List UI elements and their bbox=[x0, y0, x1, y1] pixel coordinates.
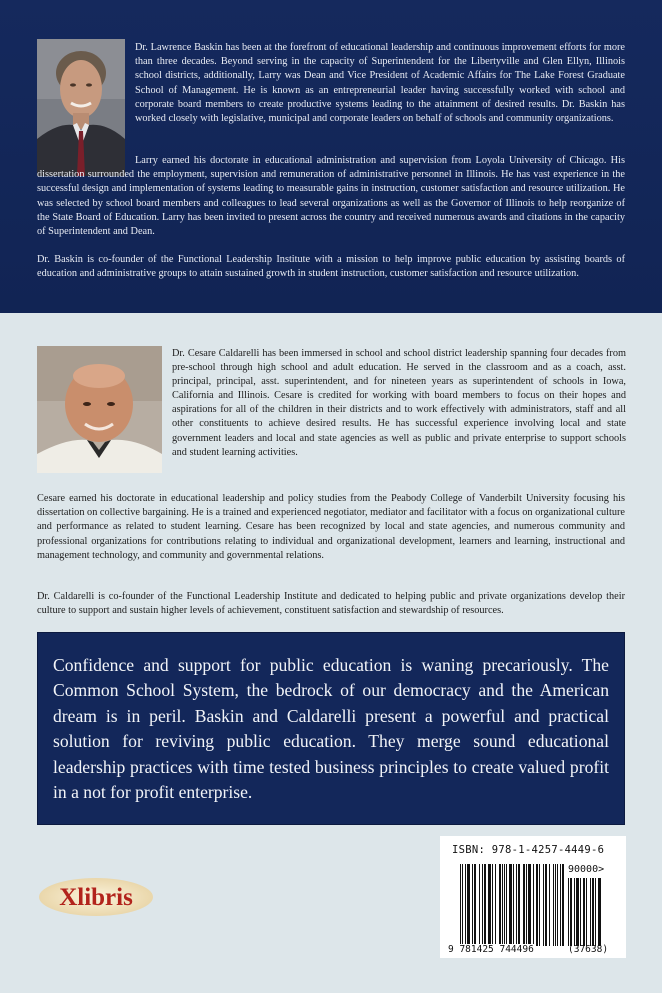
caldarelli-bio-paragraph-1: Dr. Cesare Caldarelli has been immersed in school and school district leadership spanning four decades from pre-school through high school and adult education. He served in the classroom and as a coach, asst. principal, principal, asst. superintendent, and for nineteen years as superintendent of schools in Iowa, California and Illinois. Cesare is credited for working with board members to focus on their hopes and aspirations for all of the children in their districts and to work effectively with administrators, staff and all other constituents to achieve desired results. He has successful experience involving local and state government leaders and local and state agencies as well as public and private enterprise to support schools and student learning activities. bbox=[172, 348, 626, 458]
barcode-bar bbox=[467, 864, 470, 946]
book-blurb-text: Confidence and support for public education is waning precariously. The Common School System, the bedrock of our democracy and the American dream is in peril. Baskin and Caldarelli present a powerful and practical solution for reviving public education. They merge sound educational leadership practices with time tested business principles to create valued profit in a not for profit enterprise. bbox=[53, 655, 609, 803]
barcode-bar bbox=[504, 864, 505, 946]
barcode-bar bbox=[570, 878, 572, 946]
baskin-bio-paragraph-2-text: Larry earned his doctorate in educational administration and supervision from Loyola University of Chicago. His dissertation surrounded the employment, supervision and remuneration of administrative personnel in Illinois. He has vast experience in the successful design and implementation of systems leading to measurable gains in instruction, customer satisfaction and resource utilization. He was selected by school board members and colleagues to lead several organizations as well as the Governor of Illinois to help reorganize of the State Board of Education. Larry has been invited to present across the country and received numerous awards and citations in the capacity of Superintendent and Dean. bbox=[37, 155, 625, 238]
book-blurb-box bbox=[37, 632, 625, 825]
barcode-bar bbox=[495, 864, 496, 946]
barcode-bar bbox=[479, 864, 480, 946]
barcode-bar bbox=[472, 864, 473, 946]
baskin-bio-paragraph-2 bbox=[37, 154, 625, 239]
xlibris-logo bbox=[37, 876, 155, 918]
addon-barcode-bars bbox=[568, 878, 614, 946]
baskin-bio-paragraph-1: Dr. Lawrence Baskin has been at the forefront of educational leadership and continuous improvement efforts for more than three decades. Beyond serving in the capacity of Superintendent for the Libertyville and Glen Ellyn, Illinois school districts, additionally, Larry was Dean and Vice President of Academic Affairs for The Lake Forest Graduate School of Management. He is known as an entrepreneurial leader having successfully worked with school and corporate board members to create productive systems leading to the attainment of desired results. Dr. Baskin has worked closely with legislative, municipal and corporate leaders on behalf of schools and community organizations. bbox=[135, 42, 625, 125]
barcode-bar bbox=[492, 864, 493, 946]
barcode-bar bbox=[465, 864, 466, 946]
barcode-addon-number: 90000> bbox=[568, 864, 605, 875]
barcode-bar bbox=[549, 864, 550, 946]
svg-text:Xlibris: Xlibris bbox=[59, 884, 133, 911]
barcode-bar bbox=[574, 878, 575, 946]
barcode-bar bbox=[580, 878, 581, 946]
caldarelli-bio-paragraph-3: Dr. Caldarelli is co-founder of the Functional Leadership Institute and dedicated to helping public and private organizations develop their culture to support and sustain higher levels of achievement, constituent satisfaction and stewardship of resources. bbox=[37, 591, 625, 617]
barcode-bar bbox=[518, 864, 520, 946]
barcode-bar bbox=[598, 878, 601, 946]
barcode-bar bbox=[545, 864, 547, 946]
barcode-bar bbox=[583, 878, 585, 946]
barcode-bar bbox=[513, 864, 514, 946]
barcode-bar bbox=[462, 864, 463, 946]
isbn-barcode bbox=[440, 836, 626, 958]
baskin-bio-paragraph-3: Dr. Baskin is co-founder of the Functional Leadership Institute with a mission to help improve public education by assisting boards of education and administrative groups to attain sustained growth in student instruction, customer satisfaction and resource utilization. bbox=[37, 254, 625, 280]
isbn-number: ISBN: 978-1-4257-4449-6 bbox=[452, 844, 605, 856]
barcode-bar bbox=[586, 878, 587, 946]
xlibris-logo-graphic bbox=[37, 876, 155, 918]
barcode-bar bbox=[523, 864, 525, 946]
barcode-bar bbox=[553, 864, 554, 946]
barcode-bar bbox=[562, 864, 564, 946]
barcode-bar bbox=[590, 878, 591, 946]
barcode-bar bbox=[576, 878, 579, 946]
barcode-bar bbox=[560, 864, 561, 946]
barcode-bar bbox=[506, 864, 507, 946]
barcode-bar bbox=[516, 864, 517, 946]
barcode-bar bbox=[592, 878, 594, 946]
ean-digits: 9 781425 744496 bbox=[448, 944, 534, 955]
barcode-bar bbox=[555, 864, 556, 946]
caldarelli-bio-paragraph-2: Cesare earned his doctorate in educational leadership and policy studies from the Peabody College of Vanderbilt University focusing his dissertation on collective bargaining. He is a trained and experienced negotiator, mediator and facilitator with a focus on organizational culture and performance as related to student learning. Cesare has been recognized by local and state agencies, and numerous community and professional organizations for contributions relating to individual and organizational development, learners and learning, instructional and management technology, and community and governmental relations. bbox=[37, 493, 625, 561]
barcode-bar bbox=[488, 864, 491, 946]
barcode-bar bbox=[557, 864, 558, 946]
ean-barcode-bars bbox=[460, 864, 564, 946]
price-code: (37638) bbox=[568, 944, 609, 955]
barcode-bar bbox=[595, 878, 596, 946]
barcode-bar bbox=[536, 864, 538, 946]
barcode-bar bbox=[499, 864, 501, 946]
barcode-bar bbox=[484, 864, 486, 946]
caldarelli-portrait-photo bbox=[37, 346, 162, 473]
barcode-bar bbox=[526, 864, 527, 946]
barcode-bar bbox=[533, 864, 534, 946]
barcode-bar bbox=[509, 864, 512, 946]
barcode-bar bbox=[460, 864, 461, 946]
barcode-bar bbox=[502, 864, 503, 946]
barcode-bar bbox=[528, 864, 531, 946]
barcode-bar bbox=[539, 864, 540, 946]
barcode-bar bbox=[474, 864, 476, 946]
barcode-bar bbox=[543, 864, 544, 946]
baskin-bio-panel bbox=[0, 0, 662, 313]
barcode-bar bbox=[482, 864, 483, 946]
barcode-bar bbox=[568, 878, 569, 946]
